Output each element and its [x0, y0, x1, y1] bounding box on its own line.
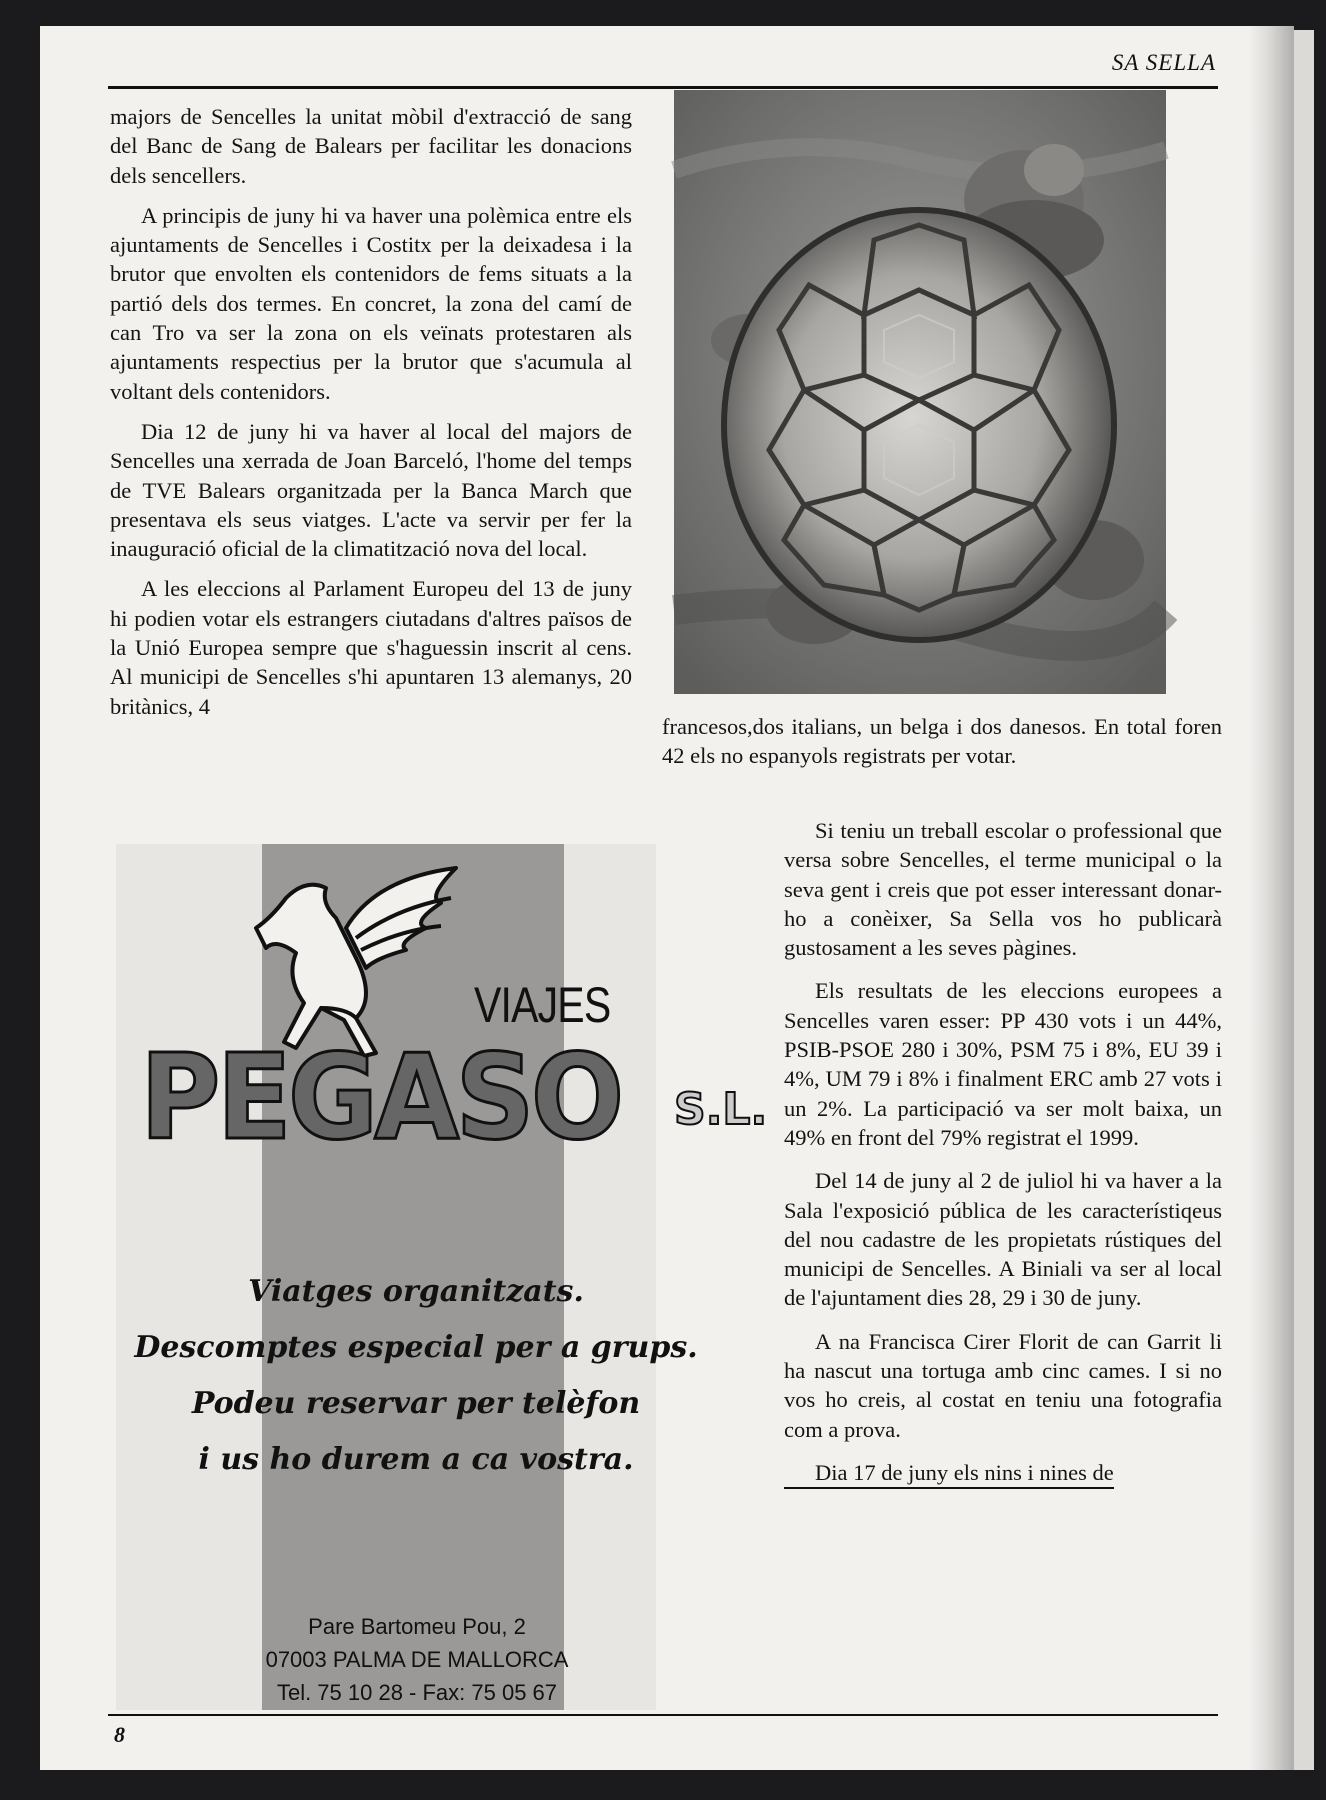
paragraph-elections-foreigners: A les eleccions al Parlament Europeu del 13 de juny hi podien votar els estrangers ciutadans d'altres països de la Unió Europea sempre que s'haguessin inscrit al cens. Al municipi de Sencelles s'hi apuntaren 13 alemanys, 20 britànics, 4	[110, 576, 632, 719]
paragraph-five-legged-tortoise: A na Francisca Cirer Florit de can Garrit li ha nascut una tortuga amb cinc cames. I si no vos ho creis, al costat en teniu una fotografia com a prova.	[784, 1328, 1222, 1442]
page-number: 8	[114, 1722, 125, 1747]
ad-brand-viajes: VIAJES	[474, 977, 611, 1033]
page-edge	[1294, 30, 1314, 1770]
paragraph-foreigners-continued: francesos,dos italians, un belga i dos danesos. En total foren 42 els no espanyols registrats per votar.	[662, 714, 1222, 769]
magazine-title: SA SELLA	[1111, 50, 1216, 75]
paragraph-cadastre: Del 14 de juny al 2 de juliol hi va haver a la Sala l'exposició pública de les característiqeus del nou cadastre de les propietats rústiques del municipi de Sencelles. A Biniali va ser al local de l'ajuntament dies 28, 29 i 30 de juny.	[784, 1168, 1222, 1311]
paragraph-election-results: Els resultats de les eleccions europees a Sencelles varen esser: PP 430 vots i un 44%, PSIB-PSOE 280 i 30%, PSM 75 i 8%, EU 39 i 4%, UM 79 i 8% i finalment ERC amb 27 vots i un 2%. La participació va ser molt baixa, un 49% en front del 79% registrat el 1999.	[784, 978, 1222, 1150]
paragraph-blood-donation: majors de Sencelles la unitat mòbil d'extracció de sang del Banc de Sang de Balears per facilitar les donacions dels sencellers.	[110, 104, 632, 188]
ad-slogan-line-1: Viatges organitzats.	[248, 1274, 584, 1309]
magazine-page	[40, 26, 1294, 1770]
paragraph-talk: Dia 12 de juny hi va haver al local del majors de Sencelles una xerrada de Joan Barceló, l'home del temps de TVE Balears organitzada per la Banca March que presentava els seus viatges. L'acte va servir per fer la inauguració oficial de la climatització nova del local.	[110, 418, 632, 562]
ad-address-city: 07003 PALMA DE MALLORCA	[265, 1647, 569, 1672]
advertisement-viajes-pegaso	[116, 844, 768, 1710]
paragraph-june-17: Dia 17 de juny els nins i nines de	[784, 1458, 1114, 1489]
page-gutter-shadow	[1248, 26, 1294, 1770]
ad-slogan-line-2: Descomptes especial per a grups.	[134, 1330, 698, 1365]
right-column-continuation	[662, 712, 1222, 782]
tortoise-photo	[674, 90, 1166, 694]
footer-rule	[108, 1714, 1218, 1716]
ad-slogan-line-3: Podeu reservar per telèfon	[191, 1386, 641, 1421]
ad-brand-suffix: S.L.	[674, 1084, 768, 1135]
ad-brand-pegaso: PEGASO	[140, 1028, 621, 1166]
ad-address-street: Pare Bartomeu Pou, 2	[308, 1614, 526, 1639]
right-column	[784, 816, 1222, 1489]
header-rule	[108, 86, 1218, 89]
paragraph-containers: A principis de juny hi va haver una polèmica entre els ajuntaments de Sencelles i Costitx per la deixadesa i la brutor que envolten els contenidors de fems situats a la partió dels dos termes. En concret, la zona del camí de can Tro va ser la zona on els veïnats protestaren als ajuntaments respectius per la brutor que s'acumula al voltant dels contenidors.	[110, 202, 632, 404]
ad-address-phone: Tel. 75 10 28 - Fax: 75 05 67	[276, 1680, 558, 1705]
left-column	[110, 102, 632, 732]
ad-slogan-line-4: i us ho durem a ca vostra.	[198, 1442, 634, 1477]
paragraph-school-work: Si teniu un treball escolar o professional que versa sobre Sencelles, el terme municipal o la seva gent i creis que pot esser interessant donar-ho a conèixer, Sa Sella vos ho publicarà gustosament a les seves pàgines.	[784, 818, 1222, 961]
tortoise-image	[674, 90, 1166, 694]
